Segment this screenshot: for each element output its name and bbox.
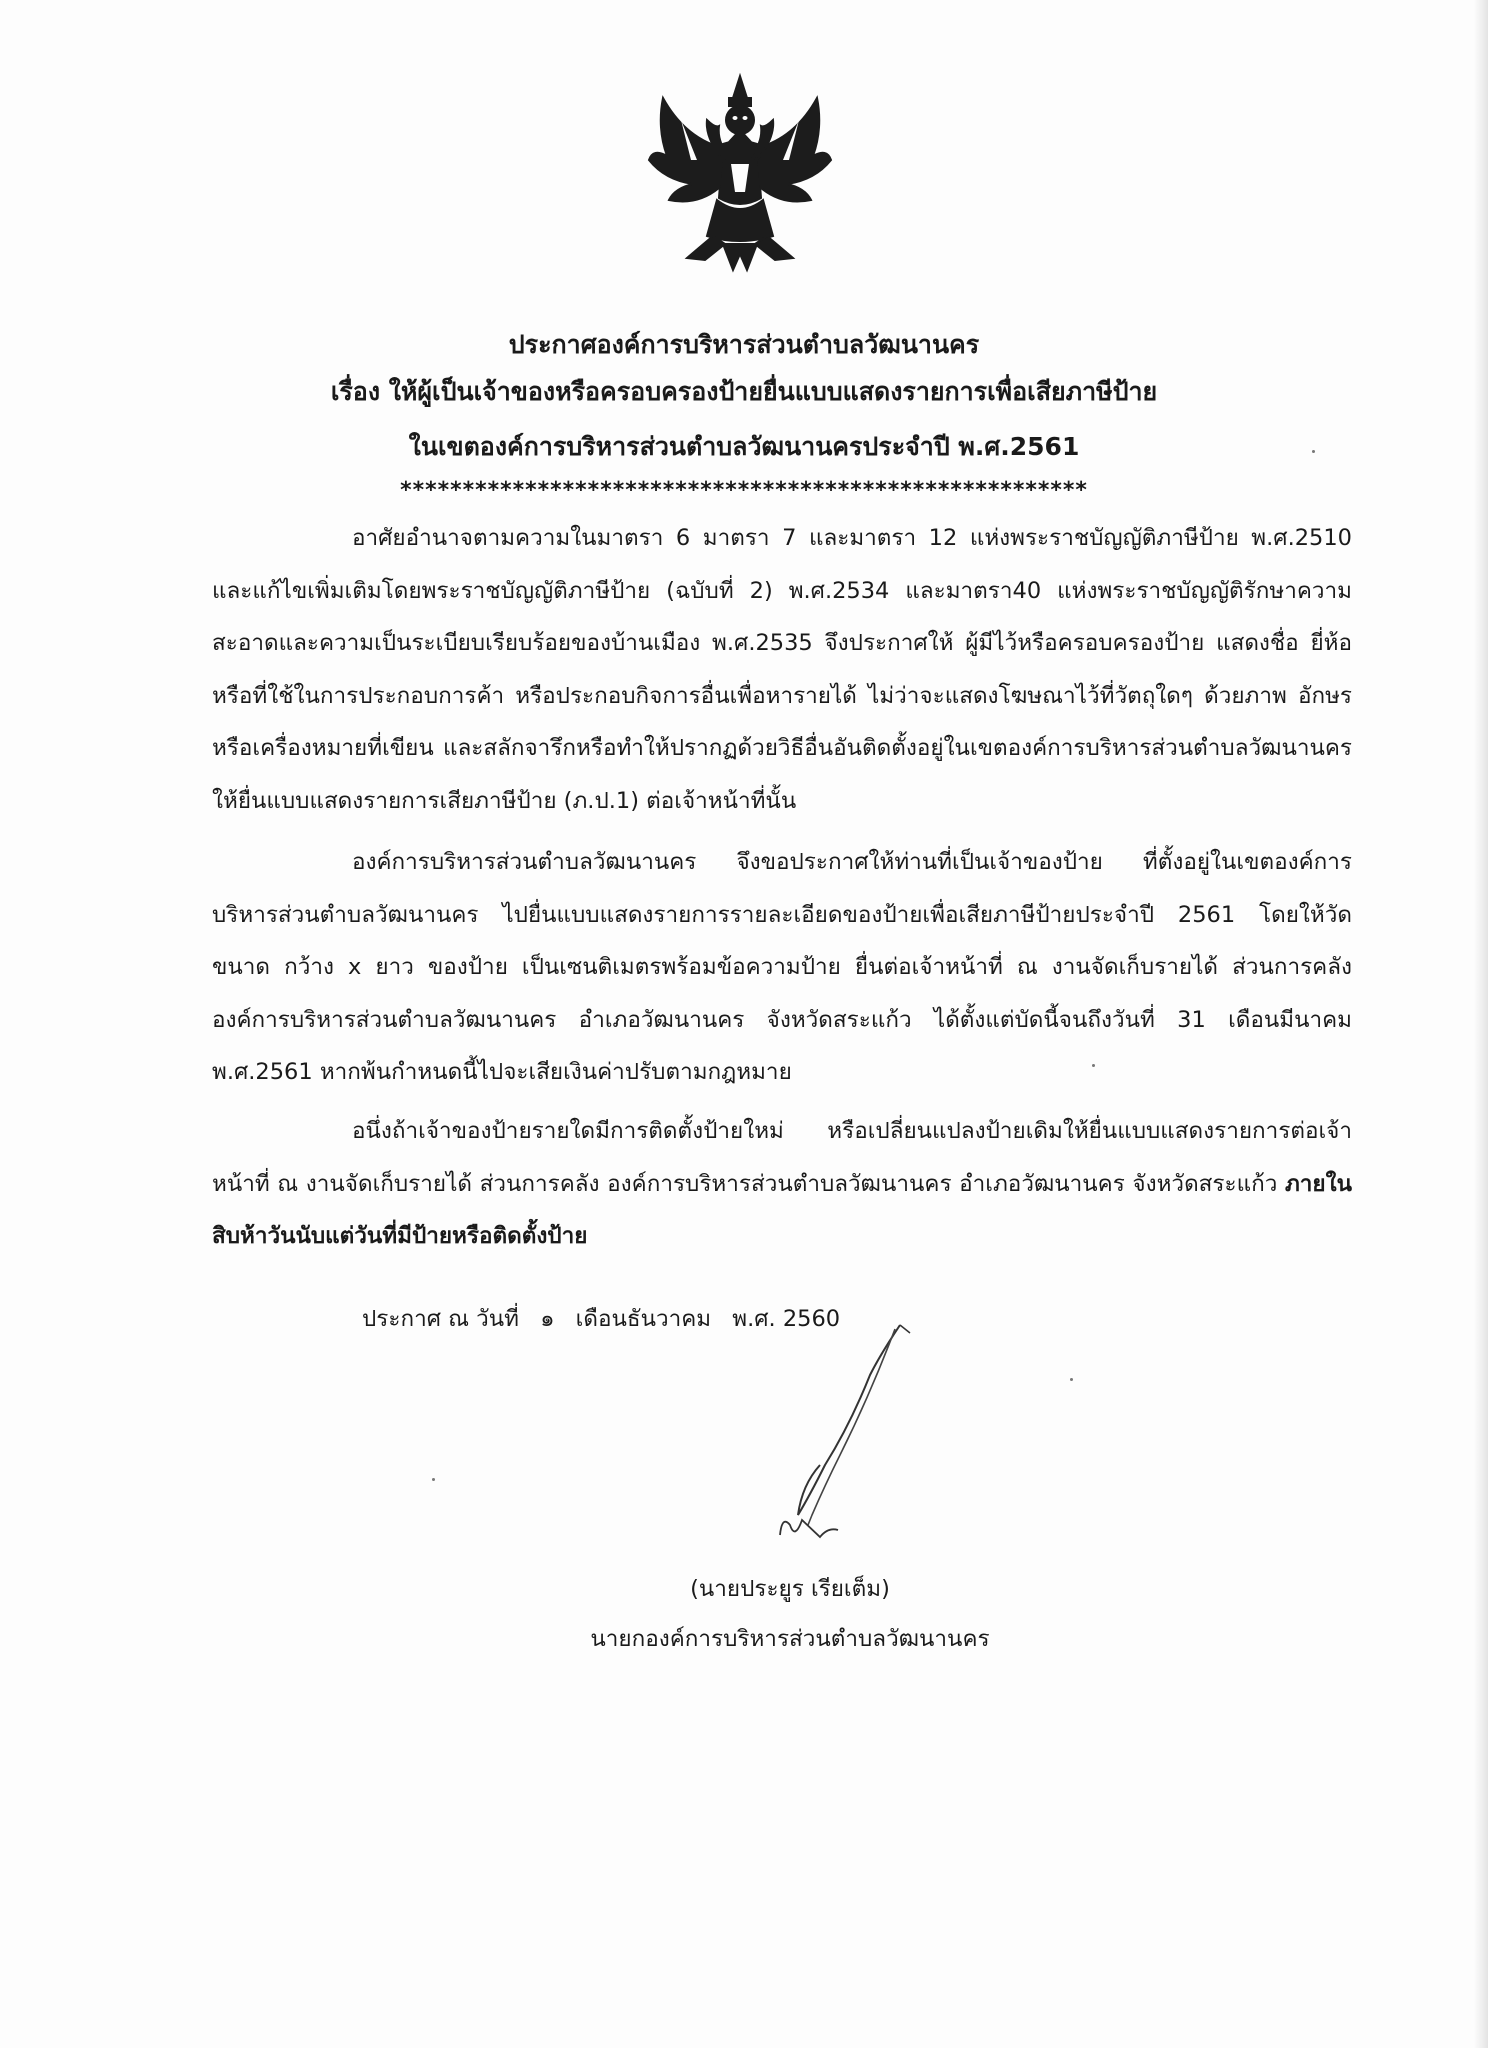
announcement-subject: เรื่อง ให้ผู้เป็นเจ้าของหรือครอบครองป้ายยื่นแบบแสดงรายการเพื่อเสียภาษีป้าย [330,377,1158,406]
date-day: ๑ [540,1306,555,1332]
signatory-name: (นายประยูร เรียเต็ม) [690,1576,890,1602]
paragraph-text: อนึ่งถ้าเจ้าของป้ายรายใดมีการติดตั้งป้ายใหม่ หรือเปลี่ยนแปลงป้ายเดิมให้ยื่นแบบแสดงรายการต่อเจ้าหน้าที่ ณ งานจัดเก็บรายได้ ส่วนการคลัง องค์การบริหารส่วนตำบลวัฒนานคร อำเภอวัฒนานคร จังหวัดสระแก้ว [212,1118,1352,1197]
body-paragraph-3 [212,1105,1352,1263]
handwritten-signature [720,1315,950,1555]
scan-speck [1092,1064,1095,1067]
announcement-title: ประกาศองค์การบริหารส่วนตำบลวัฒนานคร [508,330,980,359]
garuda-emblem-icon [645,68,835,273]
body-paragraph-1 [212,512,1352,827]
body-paragraph-2 [212,836,1352,1099]
scan-speck [1312,450,1315,453]
paragraph-text: อาศัยอำนาจตามความในมาตรา 6 มาตรา 7 และมาตรา 12 แห่งพระราชบัญญัติภาษีป้าย พ.ศ.2510 และแก้ไขเพิ่มเติมโดยพระราชบัญญัติภาษีป้าย (ฉบับที่ 2) พ.ศ.2534 และมาตรา40 แห่งพระราชบัญญัติรักษาความสะอาดและความเป็นระเบียบเรียบร้อยของบ้านเมือง พ.ศ.2535 จึงประกาศให้ ผู้มีไว้หรือครอบครองป้าย แสดงชื่อ ยี่ห้อ หรือที่ใช้ในการประกอบการค้า หรือประกอบกิจการอื่นเพื่อหารายได้ ไม่ว่าจะแสดงโฆษณาไว้ที่วัตถุใดๆ ด้วยภาพ อักษร หรือเครื่องหมายที่เขียน และสลักจารึกหรือทำให้ปรากฏด้วยวิธีอื่นอันติดตั้งอยู่ในเขตองค์การบริหารส่วนตำบลวัฒนานครให้ยื่นแบบแสดงรายการเสียภาษีป้าย (ภ.ป.1) ต่อเจ้าหน้าที่นั้น [212,525,1352,814]
title-separator: ******************************************************* [400,478,1088,503]
announcement-scope: ในเขตองค์การบริหารส่วนตำบลวัฒนานครประจำปี พ.ศ.2561 [408,432,1080,461]
scan-speck [432,1478,435,1481]
scan-edge-shadow [1474,0,1488,2048]
date-prefix: ประกาศ ณ วันที่ [362,1306,520,1332]
scan-speck [1070,1378,1073,1381]
deadline-emphasis: ภายในสิบห้าวันนับแต่วันที่มีป้ายหรือติดตั้งป้าย [212,1170,1352,1249]
date-year: พ.ศ. 2560 [732,1306,841,1332]
signatory-position: นายกองค์การบริหารส่วนตำบลวัฒนานคร [590,1626,990,1652]
paragraph-text: องค์การบริหารส่วนตำบลวัฒนานคร จึงขอประกาศให้ท่านที่เป็นเจ้าของป้าย ที่ตั้งอยู่ในเขตองค์การบริหารส่วนตำบลวัฒนานคร ไปยื่นแบบแสดงรายการรายละเอียดของป้ายเพื่อเสียภาษีป้ายประจำปี 2561 โดยให้วัดขนาด กว้าง x ยาว ของป้าย เป็นเซนติเมตรพร้อมข้อความป้าย ยื่นต่อเจ้าหน้าที่ ณ งานจัดเก็บรายได้ ส่วนการคลัง องค์การบริหารส่วนตำบลวัฒนานคร อำเภอวัฒนานคร จังหวัดสระแก้ว ได้ตั้งแต่บัดนี้จนถึงวันที่ 31 เดือนมีนาคม พ.ศ.2561 หากพ้นกำหนดนี้ไปจะเสียเงินค่าปรับตามกฎหมาย [212,849,1352,1085]
date-month: เดือนธันวาคม [575,1306,712,1332]
